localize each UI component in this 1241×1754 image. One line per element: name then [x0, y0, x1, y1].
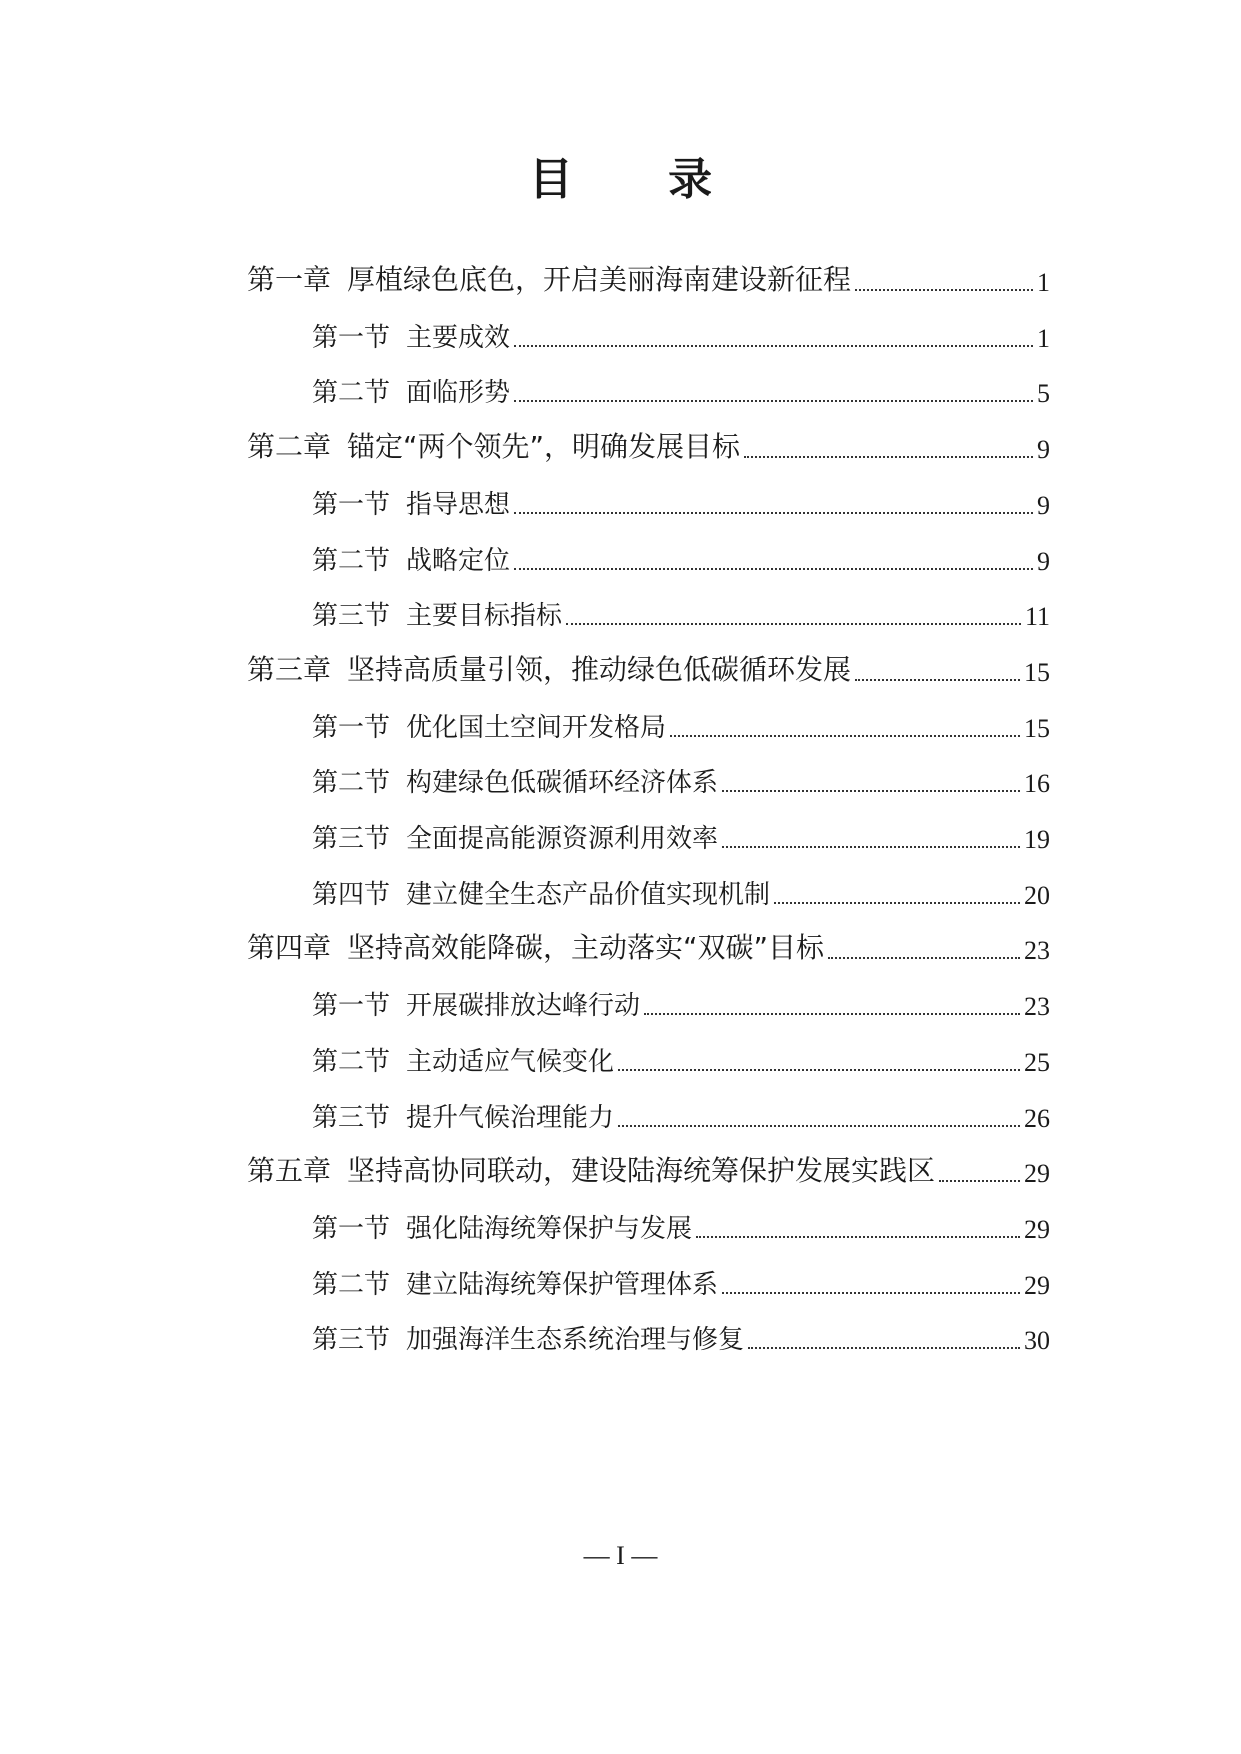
toc-dot-leader	[722, 790, 1020, 792]
toc-entry-number: 第四章	[247, 931, 332, 964]
toc-entry-page-number: 30	[1024, 1326, 1050, 1355]
toc-dot-leader	[514, 345, 1033, 347]
toc-dot-leader	[514, 568, 1033, 570]
toc-entry-title: 指导思想	[406, 490, 511, 520]
toc-entry-number: 第二节	[312, 1047, 391, 1077]
toc-section-entry[interactable]	[312, 982, 1050, 1022]
toc-entry-page-number: 9	[1037, 547, 1050, 576]
toc-entry-title: 坚持高协同联动，建设陆海统筹保护发展实践区	[347, 1154, 936, 1187]
toc-entry-page-number: 9	[1037, 491, 1050, 520]
toc-entry-page-number: 29	[1024, 1159, 1050, 1188]
toc-entry-number: 第三节	[312, 601, 391, 631]
toc-entry-title: 提升气候治理能力	[406, 1103, 615, 1133]
toc-dot-leader	[514, 512, 1033, 514]
toc-entry-title: 坚持高质量引领，推动绿色低碳循环发展	[347, 653, 852, 686]
toc-entry-page-number: 29	[1024, 1215, 1050, 1244]
toc-dot-leader	[722, 1292, 1020, 1294]
toc-entry-number: 第一节	[312, 323, 391, 353]
toc-entry-title: 优化国土空间开发格局	[406, 713, 667, 743]
toc-entry-page-number: 16	[1024, 769, 1050, 798]
toc-dot-leader	[644, 1013, 1020, 1015]
toc-section-entry[interactable]	[312, 759, 1050, 799]
toc-entry-page-number: 9	[1037, 435, 1050, 464]
toc-section-entry[interactable]	[312, 871, 1050, 911]
toc-dot-leader	[696, 1236, 1020, 1238]
toc-entry-page-number: 23	[1024, 936, 1050, 965]
toc-entry-number: 第五章	[247, 1154, 332, 1187]
toc-entry-title: 坚持高效能降碳，主动落实“双碳”目标	[347, 931, 825, 964]
toc-entry-title: 战略定位	[406, 546, 511, 576]
toc-dot-leader	[618, 1069, 1020, 1071]
toc-chapter-entry[interactable]	[247, 926, 1050, 966]
toc-entry-title: 加强海洋生态系统治理与修复	[406, 1325, 745, 1355]
toc-entry-number: 第二节	[312, 546, 391, 576]
toc-entry-number: 第三节	[312, 824, 391, 854]
toc-dot-leader	[774, 902, 1020, 904]
toc-entry-page-number: 15	[1024, 658, 1050, 687]
toc-section-entry[interactable]	[312, 314, 1050, 354]
toc-entry-number: 第一节	[312, 490, 391, 520]
toc-section-entry[interactable]	[312, 1316, 1050, 1356]
toc-entry-number: 第二节	[312, 378, 391, 408]
toc-dot-leader	[722, 846, 1020, 848]
toc-dot-leader	[855, 679, 1020, 681]
toc-entry-title: 面临形势	[406, 378, 511, 408]
toc-entry-page-number: 11	[1024, 602, 1050, 631]
toc-dot-leader	[566, 623, 1021, 625]
toc-section-entry[interactable]	[312, 1261, 1050, 1301]
toc-entry-page-number: 23	[1024, 992, 1050, 1021]
toc-entry-number: 第二节	[312, 1270, 391, 1300]
toc-entry-number: 第三节	[312, 1325, 391, 1355]
toc-entry-page-number: 5	[1037, 379, 1050, 408]
toc-entry-page-number: 25	[1024, 1048, 1050, 1077]
toc-section-entry[interactable]	[312, 537, 1050, 577]
toc-entry-title: 主要成效	[406, 323, 511, 353]
toc-dot-leader	[618, 1125, 1020, 1127]
toc-entry-title: 主要目标指标	[406, 601, 563, 631]
toc-entry-title: 全面提高能源资源利用效率	[406, 824, 719, 854]
toc-chapter-entry[interactable]	[247, 425, 1050, 465]
toc-entry-page-number: 15	[1024, 714, 1050, 743]
toc-dot-leader	[670, 735, 1020, 737]
toc-chapter-entry[interactable]	[247, 258, 1050, 298]
toc-entry-page-number: 29	[1024, 1271, 1050, 1300]
toc-section-entry[interactable]	[312, 369, 1050, 409]
toc-entry-number: 第一节	[312, 713, 391, 743]
toc-entry-number: 第一节	[312, 991, 391, 1021]
toc-entry-title: 开展碳排放达峰行动	[406, 991, 641, 1021]
toc-entry-number: 第四节	[312, 880, 391, 910]
toc-entry-number: 第一节	[312, 1214, 391, 1244]
toc-entry-number: 第三章	[247, 653, 332, 686]
page-title: 目 录	[528, 154, 753, 205]
toc-entry-page-number: 1	[1037, 324, 1050, 353]
toc-entry-title: 建立健全生态产品价值实现机制	[406, 880, 771, 910]
toc-entry-number: 第一章	[247, 263, 332, 296]
toc-section-entry[interactable]	[312, 815, 1050, 855]
toc-entry-title: 主动适应气候变化	[406, 1047, 615, 1077]
toc-dot-leader	[748, 1347, 1020, 1349]
toc-dot-leader	[939, 1180, 1020, 1182]
toc-entry-page-number: 19	[1024, 825, 1050, 854]
toc-dot-leader	[855, 289, 1033, 291]
toc-entry-page-number: 1	[1037, 268, 1050, 297]
toc-dot-leader	[514, 400, 1033, 402]
toc-entry-number: 第二章	[247, 430, 332, 463]
page-number-footer: — I —	[583, 1541, 658, 1570]
toc-section-entry[interactable]	[312, 592, 1050, 632]
toc-section-entry[interactable]	[312, 1205, 1050, 1245]
toc-entry-number: 第三节	[312, 1103, 391, 1133]
toc-entry-title: 建立陆海统筹保护管理体系	[406, 1270, 719, 1300]
toc-entry-title: 强化陆海统筹保护与发展	[406, 1214, 693, 1244]
toc-section-entry[interactable]	[312, 704, 1050, 744]
toc-entry-title: 厚植绿色底色，开启美丽海南建设新征程	[347, 263, 852, 296]
toc-section-entry[interactable]	[312, 481, 1050, 521]
toc-section-entry[interactable]	[312, 1094, 1050, 1134]
toc-entry-page-number: 20	[1024, 881, 1050, 910]
toc-dot-leader	[828, 957, 1020, 959]
toc-chapter-entry[interactable]	[247, 648, 1050, 688]
toc-dot-leader	[744, 456, 1033, 458]
toc-section-entry[interactable]	[312, 1038, 1050, 1078]
toc-entry-page-number: 26	[1024, 1104, 1050, 1133]
toc-entry-title: 构建绿色低碳循环经济体系	[406, 768, 719, 798]
toc-entry-title: 锚定“两个领先”，明确发展目标	[347, 430, 741, 463]
toc-chapter-entry[interactable]	[247, 1149, 1050, 1189]
toc-entry-number: 第二节	[312, 768, 391, 798]
